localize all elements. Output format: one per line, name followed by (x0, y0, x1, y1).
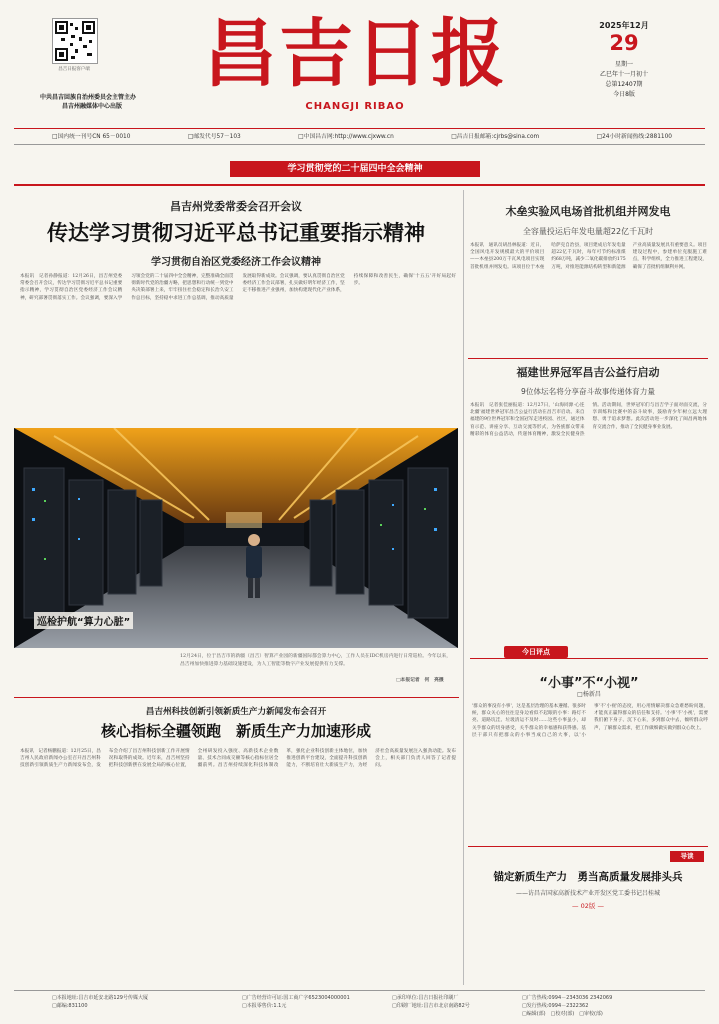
photo-title: 巡检护航“算力心脏” (34, 612, 133, 629)
right-mid-subhead: 9位体坛名将分享奋斗故事传递体育力量 (521, 387, 655, 396)
guide-label: 导读 (670, 851, 704, 862)
photo-credit: □本报记者 何 亮摄 (396, 677, 444, 683)
commentary-tag-label: 今日评点 (504, 646, 568, 658)
issue-number: 总第12407期 (605, 81, 643, 88)
commentary-tag (470, 646, 708, 659)
newspaper-pinyin: CHANGJI RIBAO (305, 101, 405, 112)
weekday: 星期一 (614, 61, 633, 68)
info-issn: □国内统一刊号CN 65－0010 (52, 134, 131, 140)
info-hotline: □24小时新闻热线:2881100 (596, 134, 672, 140)
theme-banner (230, 161, 480, 177)
footer-ad-license: □广告经营许可证:国工商广字6523004000001 (242, 995, 350, 1001)
lunar-date: 乙巳年十一月初十 (599, 71, 648, 78)
page-count: 今日8版 (613, 91, 635, 98)
right-top-subhead: 全容量投运后年发电量超22亿千瓦时 (522, 227, 654, 236)
date-day: 29 (609, 31, 639, 55)
info-email[interactable]: □昌吉日报邮箱:cjrbs@sina.com (451, 134, 540, 140)
photo-caption: 12月24日，位于昌吉市的新疆（昌吉）智算产业园的新疆国际都会算力中心，工作人员在IDC机房内进行日常巡检。今年以来，昌吉州加快推进算力基础设施建设，为人工智能等数字产业发展提供有力支撑。 (180, 654, 452, 667)
footer (52, 994, 692, 1020)
right-mid-body: 本报讯 记者张佳丽报道：12月27日，'山海同源·心连北疆'福建世界冠军昌吉公益行活动在昌吉市启动。来自福建的9位世界冠军和全国冠军走进校园、社区，通过体育示范、讲座分享、互动交流等形式，为各族群众带来精彩的体育公益活动，传递体育精神，激发全民健身热情。活动期间，世界冠军们与昌吉学子面对面交流，分享训练和比赛中的奋斗故事，鼓励青少年树立远大理想、勇于追求梦想。此次活动进一步深化了闽昌两地体育交流合作，推动了全民健身事业发展。 (470, 403, 707, 437)
footer-ad-hotline: □广告热线:0994－2343036 2342069 (522, 995, 613, 1001)
info-postal-code: □邮发代号57－103 (187, 134, 241, 140)
guide-box (468, 846, 708, 987)
footer-address: □本报地址:昌吉市延安北路129号传媒大厦 (52, 995, 148, 1001)
lead-headline: 传达学习贯彻习近平总书记重要指示精神 (47, 221, 425, 245)
newspaper-title: 昌吉日报 (203, 11, 507, 97)
sponsor-line-1: 中共昌吉回族自治州委员会主管主办 (40, 94, 137, 101)
footer-printer-address: □印刷厂地址:昌吉市北京南路82号 (392, 1003, 470, 1009)
lead-body: 本报讯 记者孙静报道：12月26日，昌吉州党委常委会召开会议，传达学习贯彻习近平总书记重要指示精神，学习贯彻自治区党委经济工作会议精神，研究部署贯彻落实工作。会议强调，要深入学习领会党的二十届四中全会精神，完整准确全面贯彻新时代党的治疆方略，把思想和行动统一到党中央决策部署上来，牢牢扭住社会稳定和长治久安工作总目标，坚持稳中求进工作总基调，推动高质量发展取得新成效。会议强调，要认真贯彻自治区党委经济工作会议部署，扎实做好明年经济工作，坚定不移推进产业强州，加快构建现代化产业体系，持续保障和改善民生，确保'十五五'开好局起好步。 (20, 274, 456, 301)
guide-sub: ——访昌吉国家高新技术产业开发区党工委书记吕桂城 (515, 890, 660, 897)
lower-lead-body: 本报讯 记者杨鹏报道：12月25日，昌吉州人民政府新闻办公室召开昌吉州科技创新引领新质生产力新闻发布会，发布会介绍了昌吉州科技创新工作开展情况和取得的成效。近年来，昌吉州坚持把科技创新摆在发展全局的核心位置，全州研发投入强度、高新技术企业数量、技术合同成交额等核心指标位居全疆前列。昌吉州持续深化科技体制改革，强化企业科技创新主体地位，加快推进创新平台建设，全面提升科技创新能力，不断培育壮大新质生产力，为经济社会高质量发展注入强劲动能。发布会上，相关部门负责人回答了记者提问。 (20, 749, 456, 769)
qr-caption: 昌吉日报客户端 (58, 67, 90, 72)
lead-subhead: 学习贯彻自治区党委经济工作会议精神 (151, 257, 321, 268)
lower-lead-kicker: 昌吉州科技创新引领新质生产力新闻发布会召开 (145, 707, 327, 717)
right-top-headline: 木垒实验风电场首批机组并网发电 (505, 205, 671, 218)
right-top-body: 本报讯 通讯员胡昌林报道：近日，全国风电开发规模最大的平价项目——木垒县200万千瓦风电项目实现首批机组并网发电。该项目位于木垒哈萨克自治县，项目建成后年发电量超22亿千瓦时，每年可节约标准煤约68万吨，减少二氧化碳排放约175万吨，对推进能源结构转型和新能源产业高质量发展具有重要意义。项目建设过程中，参建单位克服施工难点，科学组织，全力推进工程建设，确保了首批机组顺利并网。 (470, 243, 707, 270)
lead-kicker: 昌吉州党委常委会召开会议 (170, 200, 302, 213)
footer-price: □本报零售价:1.1元 (242, 1003, 287, 1009)
lower-lead-headline: 核心指标全疆领跑 新质生产力加速形成 (100, 722, 371, 740)
footer-editors: □编辑(部) □校对(部) □审校(部) (522, 1011, 603, 1017)
theme-banner-text: 学习贯彻党的二十届四中全会精神 (287, 164, 423, 174)
right-mid-headline: 福建世界冠军昌吉公益行启动 (516, 366, 660, 379)
footer-printer: □承印单位:昌吉日报社印刷厂 (392, 995, 459, 1001)
info-bar (52, 131, 672, 141)
info-website[interactable]: □中国昌吉网:http://www.cjxww.cn (298, 134, 394, 140)
guide-headline[interactable]: 锚定新质生产力 勇当高质量发展排头兵 (493, 871, 683, 883)
sponsor-line-2: 昌吉州融媒体中心出版 (62, 103, 123, 110)
date-year-month: 2025年12月 (599, 21, 649, 30)
footer-distribution-hotline: □发行热线:0994－2322362 (522, 1003, 589, 1009)
guide-page-ref[interactable]: — 02版 — (572, 902, 604, 910)
commentary-title: “小事”不“小视” (539, 676, 639, 691)
commentary-author: □杨新昌 (577, 691, 601, 698)
commentary-body: '群众的事没有小事'，这是基层治理的基本遵循。很多时候，群众关心的往往是身边看似不起眼的小事：路灯不亮、道路坑洼、垃圾清运不及时……这些小事虽小，却关乎群众的切身感受，关乎群众的幸福感和获得感。基层干部只有把群众的小事当成自己的大事，以'小事'不'小视'的态度，用心用情解决群众急难愁盼问题，才能真正赢得群众的信任和支持。'小事'不'小视'，需要我们俯下身子、沉下心来，多到群众中去，倾听群众呼声，了解群众需求，把工作做细做实做到群众心坎上。 (472, 704, 708, 738)
qr-code (52, 18, 98, 64)
footer-postcode: □邮编:831100 (52, 1003, 88, 1009)
